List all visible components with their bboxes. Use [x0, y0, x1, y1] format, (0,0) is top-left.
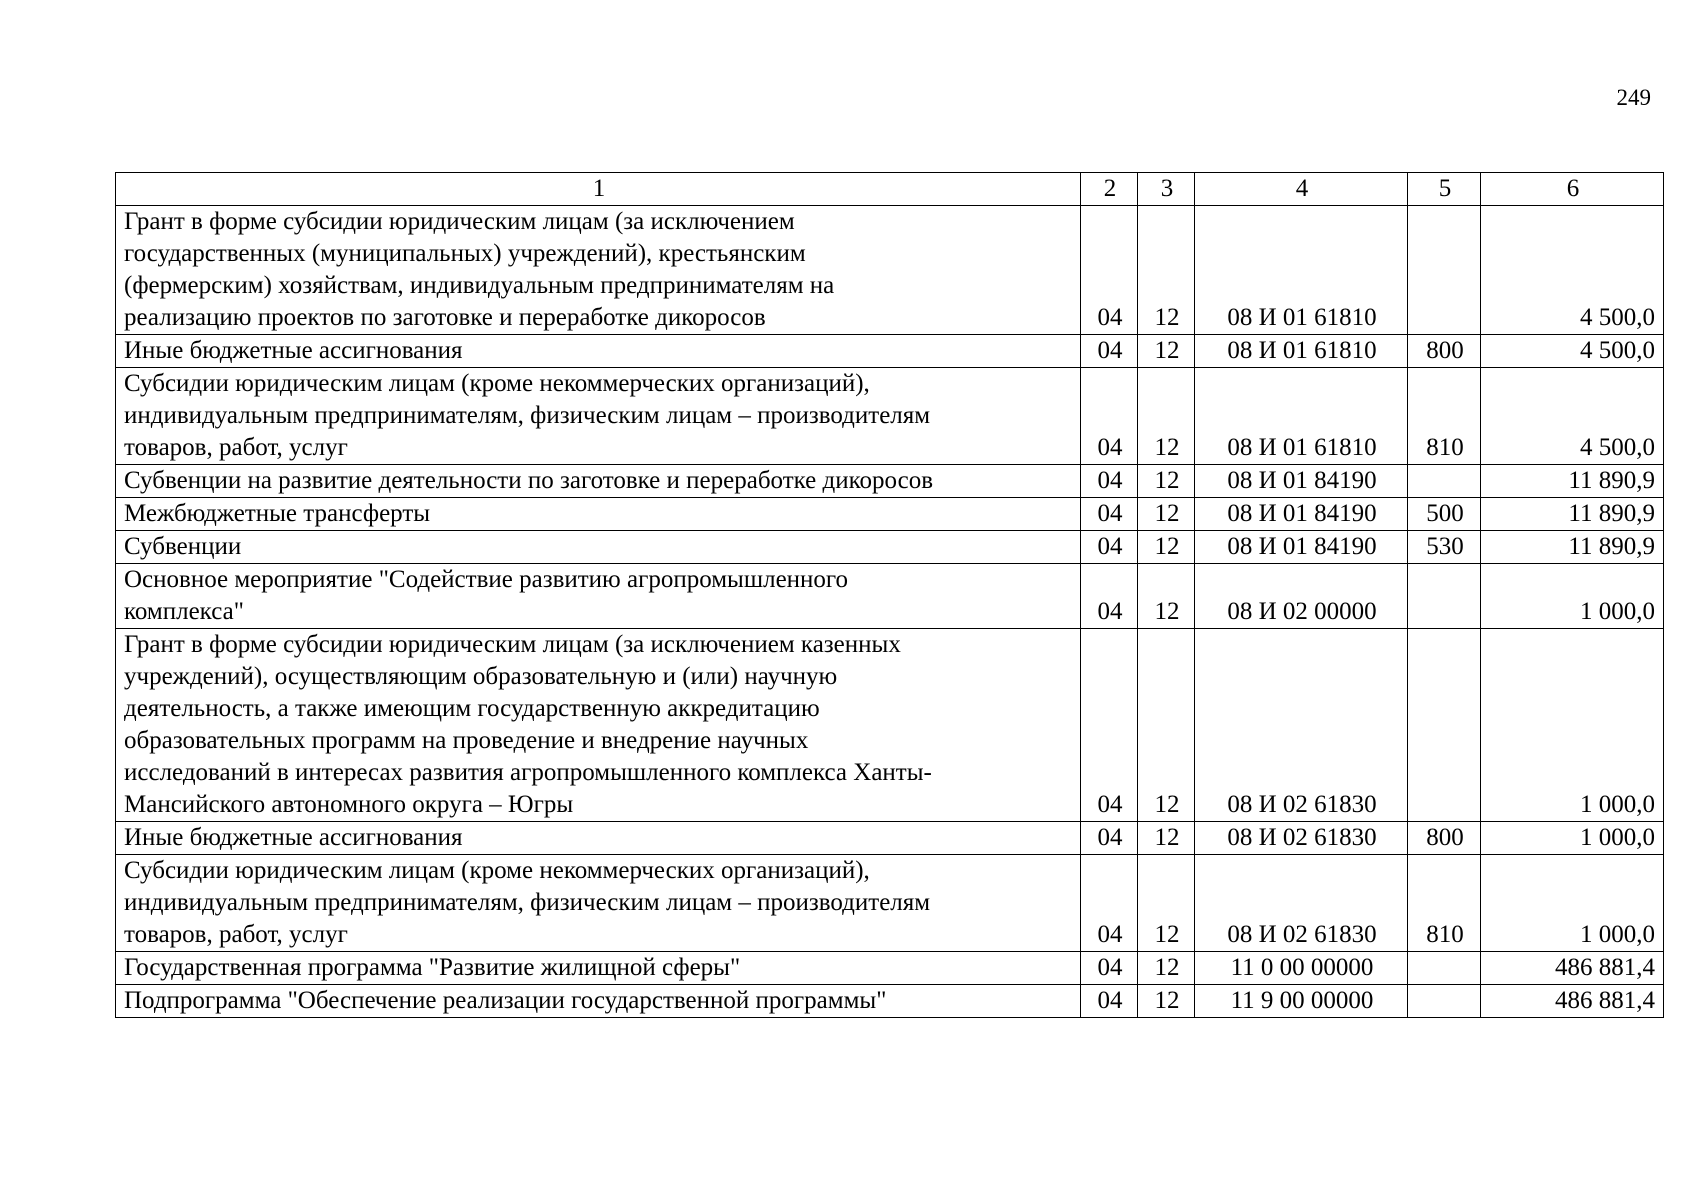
target-article-cell: 08 И 01 61810 — [1195, 368, 1408, 465]
table-row — [116, 855, 1664, 952]
table-row — [116, 335, 1664, 368]
amount-cell: 486 881,4 — [1481, 952, 1664, 985]
section-code-cell: 04 — [1081, 564, 1138, 629]
subsection-code-cell: 12 — [1138, 335, 1195, 368]
amount-cell: 4 500,0 — [1481, 368, 1664, 465]
column-header-1: 1 — [116, 173, 1081, 206]
row-name-cell: Субсидии юридическим лицам (кроме некоммерческих организаций), индивидуальным предпринимателям, физическим лицам – производителям товаров, работ, услуг — [116, 855, 1081, 952]
amount-cell: 11 890,9 — [1481, 465, 1664, 498]
section-code-cell: 04 — [1081, 206, 1138, 335]
table-row — [116, 465, 1664, 498]
expense-type-cell: 530 — [1408, 531, 1481, 564]
subsection-code-cell: 12 — [1138, 206, 1195, 335]
expense-type-cell: 800 — [1408, 335, 1481, 368]
subsection-code-cell: 12 — [1138, 498, 1195, 531]
subsection-code-cell: 12 — [1138, 531, 1195, 564]
subsection-code-cell: 12 — [1138, 952, 1195, 985]
subsection-code-cell: 12 — [1138, 985, 1195, 1018]
subsection-code-cell: 12 — [1138, 564, 1195, 629]
row-name-cell: Иные бюджетные ассигнования — [116, 822, 1081, 855]
section-code-cell: 04 — [1081, 855, 1138, 952]
column-header-6: 6 — [1481, 173, 1664, 206]
expense-type-cell — [1408, 564, 1481, 629]
target-article-cell: 08 И 02 61830 — [1195, 855, 1408, 952]
target-article-cell: 08 И 01 61810 — [1195, 206, 1408, 335]
target-article-cell: 11 9 00 00000 — [1195, 985, 1408, 1018]
table-row — [116, 564, 1664, 629]
target-article-cell: 11 0 00 00000 — [1195, 952, 1408, 985]
page-number: 249 — [1616, 85, 1651, 110]
column-header-4: 4 — [1195, 173, 1408, 206]
budget-table — [115, 172, 1664, 1018]
column-header-3: 3 — [1138, 173, 1195, 206]
row-name-cell: Субсидии юридическим лицам (кроме некоммерческих организаций), индивидуальным предпринимателям, физическим лицам – производителям товаров, работ, услуг — [116, 368, 1081, 465]
row-name-cell: Межбюджетные трансферты — [116, 498, 1081, 531]
target-article-cell: 08 И 01 84190 — [1195, 531, 1408, 564]
section-code-cell: 04 — [1081, 465, 1138, 498]
subsection-code-cell: 12 — [1138, 629, 1195, 822]
table-row — [116, 985, 1664, 1018]
row-name-cell: Субвенции — [116, 531, 1081, 564]
amount-cell: 11 890,9 — [1481, 498, 1664, 531]
expense-type-cell: 800 — [1408, 822, 1481, 855]
section-code-cell: 04 — [1081, 985, 1138, 1018]
expense-type-cell — [1408, 985, 1481, 1018]
table-row — [116, 368, 1664, 465]
column-header-5: 5 — [1408, 173, 1481, 206]
amount-cell: 1 000,0 — [1481, 564, 1664, 629]
target-article-cell: 08 И 02 61830 — [1195, 822, 1408, 855]
expense-type-cell — [1408, 465, 1481, 498]
section-code-cell: 04 — [1081, 498, 1138, 531]
section-code-cell: 04 — [1081, 629, 1138, 822]
target-article-cell: 08 И 02 61830 — [1195, 629, 1408, 822]
expense-type-cell: 810 — [1408, 855, 1481, 952]
section-code-cell: 04 — [1081, 335, 1138, 368]
target-article-cell: 08 И 01 84190 — [1195, 465, 1408, 498]
row-name-cell: Грант в форме субсидии юридическим лицам (за исключением государственных (муниципальных) учреждений), крестьянским (фермерским) хозяйствам, индивидуальным предпринимателям на реализацию проектов по заготовке и переработке дикоросов — [116, 206, 1081, 335]
table-row — [116, 531, 1664, 564]
row-name-cell: Государственная программа "Развитие жилищной сферы" — [116, 952, 1081, 985]
amount-cell: 1 000,0 — [1481, 855, 1664, 952]
subsection-code-cell: 12 — [1138, 822, 1195, 855]
section-code-cell: 04 — [1081, 368, 1138, 465]
subsection-code-cell: 12 — [1138, 465, 1195, 498]
expense-type-cell: 810 — [1408, 368, 1481, 465]
target-article-cell: 08 И 01 84190 — [1195, 498, 1408, 531]
row-name-cell: Субвенции на развитие деятельности по заготовке и переработке дикоросов — [116, 465, 1081, 498]
section-code-cell: 04 — [1081, 531, 1138, 564]
subsection-code-cell: 12 — [1138, 855, 1195, 952]
table-row — [116, 498, 1664, 531]
section-code-cell: 04 — [1081, 952, 1138, 985]
row-name-cell: Подпрограмма "Обеспечение реализации государственной программы" — [116, 985, 1081, 1018]
expense-type-cell: 500 — [1408, 498, 1481, 531]
expense-type-cell — [1408, 629, 1481, 822]
table-row — [116, 629, 1664, 822]
table-row — [116, 206, 1664, 335]
target-article-cell: 08 И 01 61810 — [1195, 335, 1408, 368]
row-name-cell: Иные бюджетные ассигнования — [116, 335, 1081, 368]
table-header-row — [116, 173, 1664, 206]
row-name-cell: Грант в форме субсидии юридическим лицам (за исключением казенных учреждений), осуществляющим образовательную и (или) научную деятельность, а также имеющим государственную аккредитацию образовательных программ на проведение и внедрение научных исследований в интересах развития агропромышленного комплекса Ханты- Мансийского автономного округа – Югры — [116, 629, 1081, 822]
amount-cell: 4 500,0 — [1481, 206, 1664, 335]
table-row — [116, 952, 1664, 985]
amount-cell: 1 000,0 — [1481, 629, 1664, 822]
expense-type-cell — [1408, 206, 1481, 335]
section-code-cell: 04 — [1081, 822, 1138, 855]
column-header-2: 2 — [1081, 173, 1138, 206]
amount-cell: 1 000,0 — [1481, 822, 1664, 855]
amount-cell: 11 890,9 — [1481, 531, 1664, 564]
table-row — [116, 822, 1664, 855]
subsection-code-cell: 12 — [1138, 368, 1195, 465]
expense-type-cell — [1408, 952, 1481, 985]
budget-table-body — [116, 173, 1664, 1018]
amount-cell: 4 500,0 — [1481, 335, 1664, 368]
amount-cell: 486 881,4 — [1481, 985, 1664, 1018]
target-article-cell: 08 И 02 00000 — [1195, 564, 1408, 629]
row-name-cell: Основное мероприятие "Содействие развитию агропромышленного комплекса" — [116, 564, 1081, 629]
